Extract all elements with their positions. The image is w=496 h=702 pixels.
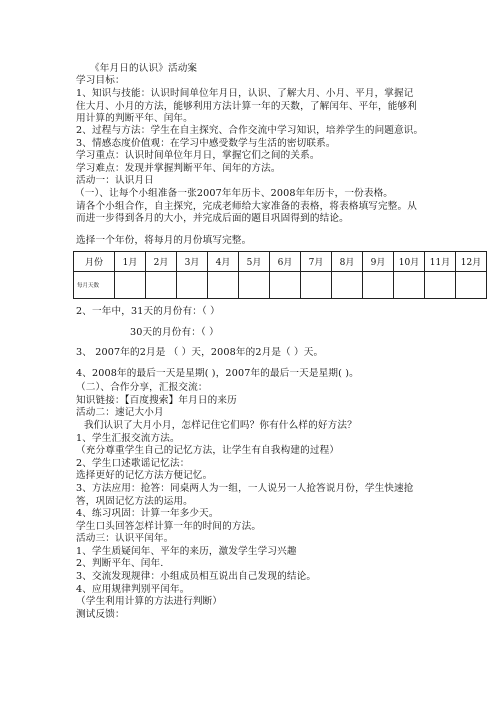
table-cell[interactable] [177,272,208,299]
table-cell[interactable] [456,272,487,299]
text-line: 请各个小组合作，自主探究，完成老师给大家准备的表格，将表格填写完整。从 [76,201,418,212]
text-line: 4、练习巩固：计算一年多少天。 [76,508,219,519]
text-line: （学生利用计算的方法进行判断） [76,596,223,607]
text-line: 3、方法应用：抢答：同桌两人为一组，一人说另一人抢答说月份，学生快速抢 [76,483,414,494]
text-line: （二）、合作分享，汇报交流： [76,382,208,393]
table-cell[interactable] [363,272,394,299]
text-line: 2、判断平年、闰年. [76,558,164,569]
table-cell[interactable] [332,272,363,299]
text-line: 学生口头回答怎样计算一年的时间的方法。 [76,521,262,532]
month-header: 3月 [177,252,208,272]
question-line: 2、一年中，31天的月份有：（ ） [76,306,220,317]
section-heading: 活动三：认识平闰年。 [76,533,174,544]
text-line: 学习难点：发现并掌握判断平年、闰年的方法。 [76,163,281,174]
text-line: 而进一步得到各月的大小，并完成后面的题目巩固得到的结论。 [76,213,349,224]
text-line: 我们认识了大月小月，怎样记住它们吗？你有什么样的好方法？ [84,420,357,431]
table-header-label: 月份 [74,252,115,272]
document-title: 《年月日的认识》活动案 [90,63,198,74]
table-cell[interactable] [270,272,301,299]
table-cell[interactable] [208,272,239,299]
month-header: 7月 [301,252,332,272]
text-line: 测试反馈： [76,609,125,620]
table-cell[interactable] [301,272,332,299]
month-header: 5月 [239,252,270,272]
month-header: 9月 [363,252,394,272]
month-header: 1月 [115,252,146,272]
table-cell[interactable] [394,272,425,299]
text-line: 学习目标： [76,75,125,86]
table-caption: 选择一个年份，将每月的月份填写完整。 [76,235,252,246]
table-cell[interactable] [115,272,146,299]
question-line: 4、2008年的最后一天是星期( )，2007年的最后一天是星期( )。 [76,368,359,379]
text-line: 1、知识与技能：认识时间单位年月日，认识、了解大月、小月、平月，掌握记 [76,88,414,99]
table-header-row [74,252,487,272]
month-header: 2月 [146,252,177,272]
text-line: 学习重点：认识时间单位年月日，掌握它们之间的关系。 [76,150,320,161]
text-line: 2、学生口述歌谣记忆法： [76,458,190,469]
row-label: 每月天数 [74,272,115,299]
text-line: 2、过程与方法：学生在自主探究、合作交流中学习知识，培养学生的问题意识。 [76,125,424,136]
month-header: 4月 [208,252,239,272]
month-days-table [73,251,487,299]
text-line: 3、情感态度价值观：在学习中感受数学与生活的密切联系。 [76,138,336,149]
text-line: 3、交流发现规律：小组成员相互说出自己发现的结论。 [76,571,317,582]
text-line: 知识链接：【百度搜索】年月日的来历 [76,395,237,406]
text-line: 1、学生质疑闰年、平年的来历，激发学生学习兴趣 [76,546,297,557]
question-line: 3、 2007年的2月是 （ ）天，2008年的2月是（ ）天。 [76,347,324,358]
month-header: 8月 [332,252,363,272]
table-cell[interactable] [239,272,270,299]
table-cell[interactable] [146,272,177,299]
month-header: 6月 [270,252,301,272]
text-line: （充分尊重学生自己的记忆方法，让学生有自我构建的过程） [76,445,340,456]
table-row [74,272,487,299]
table-cell[interactable] [425,272,456,299]
month-header: 11月 [425,252,456,272]
text-line: 答，巩固记忆方法的运用。 [76,496,193,507]
month-header: 10月 [394,252,425,272]
question-line: 30天的月份有：（ ） [130,327,219,338]
section-heading: 活动一：认识月日 [76,175,154,186]
text-line: 1、学生汇报交流方法。 [76,433,180,444]
text-line: 4、应用规律判别平闰年。 [76,584,190,595]
text-line: 住大月、小月的方法，能够利用方法计算一年的天数，了解闰年、平年，能够利 [76,101,418,112]
section-heading: 活动二：速记大小月 [76,407,164,418]
month-header: 12月 [456,252,487,272]
text-line: （一）、让每个小组准备一张2007年年历卡、2008年年历卡，一份表格。 [75,188,394,199]
text-line: 用计算的判断平年、闰年。 [76,113,193,124]
text-line: 选择更好的记忆方法方便记忆。 [76,470,213,481]
